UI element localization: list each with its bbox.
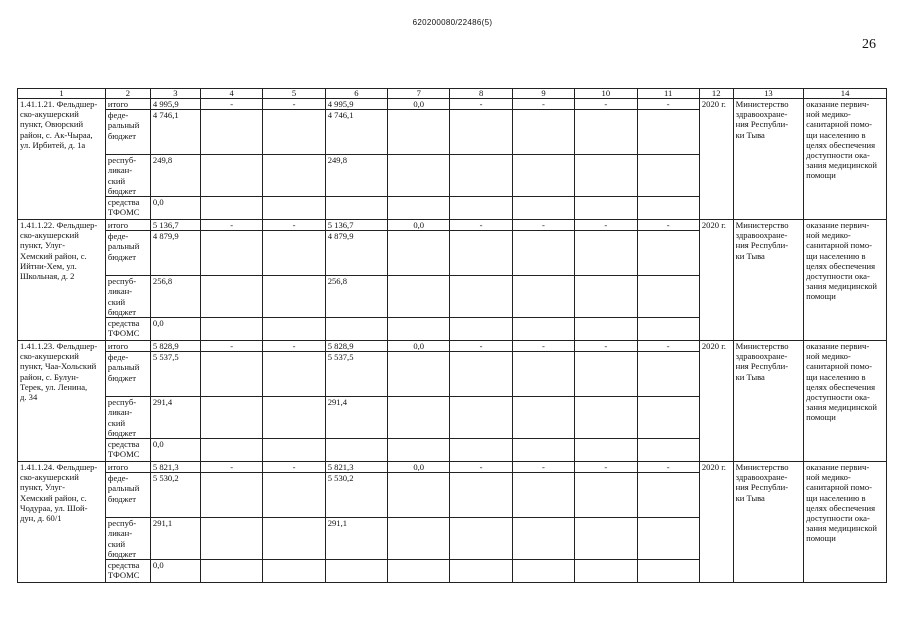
value-cell-c9: -: [512, 99, 574, 110]
funding-source-cell: итого: [105, 220, 150, 231]
column-header: 7: [388, 89, 450, 99]
value-cell-c5: [263, 197, 325, 220]
table-row: [18, 99, 887, 110]
value-cell-c7: [388, 231, 450, 276]
value-cell-c10: [575, 155, 637, 197]
value-cell-c4: -: [200, 341, 262, 352]
value-cell-c10: [575, 397, 637, 439]
value-cell-c11: [637, 197, 699, 220]
value-cell-c9: -: [512, 341, 574, 352]
value-cell-c11: -: [637, 99, 699, 110]
value-cell-c9: [512, 352, 574, 397]
funding-source-cell: средства ТФОМС: [105, 197, 150, 220]
funding-source-cell: итого: [105, 99, 150, 110]
value-cell-c9: [512, 560, 574, 583]
column-header: 10: [575, 89, 637, 99]
value-cell-c3: 291,4: [150, 397, 200, 439]
value-cell-c7: [388, 560, 450, 583]
value-cell-c7: [388, 155, 450, 197]
value-cell-c8: [450, 518, 512, 560]
facility-name-cell: 1.41.1.22. Фельдшер- ско-акушерский пункт, Улуг- Хемский район, с. Ийтни-Хем, ул. Школьная, д. 2: [18, 220, 106, 341]
value-cell-c8: -: [450, 99, 512, 110]
value-cell-c6: 256,8: [325, 276, 387, 318]
ministry-cell: Министерство здравоохране- ния Республи- ки Тыва: [733, 99, 804, 220]
value-cell-c5: [263, 397, 325, 439]
funding-source-cell: итого: [105, 341, 150, 352]
value-cell-c5: [263, 318, 325, 341]
value-cell-c4: [200, 397, 262, 439]
value-cell-c4: -: [200, 462, 262, 473]
value-cell-c9: [512, 439, 574, 462]
value-cell-c5: [263, 439, 325, 462]
purpose-cell: оказание первич- ной медико- санитарной помо- щи населению в целях обеспечения доступности ока- зания медицинской помощи: [804, 341, 887, 462]
funding-source-cell: респуб- ликан- ский бюджет: [105, 276, 150, 318]
funding-source-cell: феде- ральный бюджет: [105, 231, 150, 276]
value-cell-c3: 249,8: [150, 155, 200, 197]
value-cell-c4: [200, 155, 262, 197]
funding-source-cell: итого: [105, 462, 150, 473]
value-cell-c9: [512, 397, 574, 439]
value-cell-c5: -: [263, 341, 325, 352]
value-cell-c10: -: [575, 462, 637, 473]
value-cell-c9: [512, 231, 574, 276]
ministry-cell: Министерство здравоохране- ния Республи- ки Тыва: [733, 462, 804, 583]
value-cell-c7: [388, 110, 450, 155]
value-cell-c10: [575, 560, 637, 583]
value-cell-c4: [200, 231, 262, 276]
value-cell-c4: [200, 518, 262, 560]
purpose-cell: оказание первич- ной медико- санитарной помо- щи населению в целях обеспечения доступности ока- зания медицинской помощи: [804, 99, 887, 220]
value-cell-c11: [637, 518, 699, 560]
value-cell-c6: [325, 197, 387, 220]
value-cell-c3: 0,0: [150, 439, 200, 462]
value-cell-c4: -: [200, 220, 262, 231]
value-cell-c4: [200, 473, 262, 518]
value-cell-c6: [325, 439, 387, 462]
value-cell-c6: 4 995,9: [325, 99, 387, 110]
value-cell-c8: [450, 110, 512, 155]
value-cell-c10: [575, 518, 637, 560]
value-cell-c7: 0,0: [388, 341, 450, 352]
document-id: 620200080/22486(5): [412, 18, 493, 27]
value-cell-c5: [263, 560, 325, 583]
column-header: 5: [263, 89, 325, 99]
value-cell-c11: [637, 231, 699, 276]
year-cell: 2020 г.: [699, 341, 733, 462]
facility-name-cell: 1.41.1.24. Фельдшер- ско-акушерский пункт, Улуг- Хемский район, с. Чодураа, ул. Шой- дун, д. 60/1: [18, 462, 106, 583]
ministry-cell: Министерство здравоохране- ния Республи- ки Тыва: [733, 341, 804, 462]
value-cell-c6: 5 537,5: [325, 352, 387, 397]
value-cell-c3: 0,0: [150, 560, 200, 583]
value-cell-c11: [637, 560, 699, 583]
value-cell-c11: -: [637, 462, 699, 473]
value-cell-c8: -: [450, 220, 512, 231]
funding-source-cell: респуб- ликан- ский бюджет: [105, 397, 150, 439]
funding-source-cell: средства ТФОМС: [105, 318, 150, 341]
ministry-cell: Министерство здравоохране- ния Республи- ки Тыва: [733, 220, 804, 341]
facility-name-cell: 1.41.1.23. Фельдшер- ско-акушерский пункт, Чаа-Хольский район, с. Булун- Терек, ул. Ленина, д. 34: [18, 341, 106, 462]
purpose-cell: оказание первич- ной медико- санитарной помо- щи населению в целях обеспечения доступности ока- зания медицинской помощи: [804, 462, 887, 583]
column-header: 9: [512, 89, 574, 99]
value-cell-c4: [200, 197, 262, 220]
year-cell: 2020 г.: [699, 220, 733, 341]
value-cell-c9: [512, 110, 574, 155]
value-cell-c3: 256,8: [150, 276, 200, 318]
value-cell-c6: 249,8: [325, 155, 387, 197]
value-cell-c4: [200, 560, 262, 583]
value-cell-c7: [388, 197, 450, 220]
value-cell-c8: [450, 197, 512, 220]
funding-source-cell: средства ТФОМС: [105, 439, 150, 462]
value-cell-c5: [263, 231, 325, 276]
value-cell-c6: 5 828,9: [325, 341, 387, 352]
value-cell-c5: [263, 155, 325, 197]
value-cell-c11: -: [637, 220, 699, 231]
column-header: 13: [733, 89, 804, 99]
column-header: 14: [804, 89, 887, 99]
value-cell-c3: 5 821,3: [150, 462, 200, 473]
value-cell-c11: [637, 352, 699, 397]
value-cell-c10: [575, 473, 637, 518]
value-cell-c5: -: [263, 99, 325, 110]
value-cell-c3: 5 136,7: [150, 220, 200, 231]
value-cell-c8: [450, 560, 512, 583]
value-cell-c11: [637, 318, 699, 341]
value-cell-c11: [637, 110, 699, 155]
table-row: [18, 341, 887, 352]
value-cell-c6: [325, 318, 387, 341]
value-cell-c6: 4 746,1: [325, 110, 387, 155]
year-cell: 2020 г.: [699, 462, 733, 583]
value-cell-c8: [450, 439, 512, 462]
value-cell-c10: [575, 439, 637, 462]
column-header: 8: [450, 89, 512, 99]
value-cell-c4: [200, 318, 262, 341]
value-cell-c5: -: [263, 220, 325, 231]
value-cell-c10: -: [575, 341, 637, 352]
value-cell-c6: 4 879,9: [325, 231, 387, 276]
value-cell-c10: [575, 276, 637, 318]
column-header: 11: [637, 89, 699, 99]
value-cell-c4: [200, 110, 262, 155]
value-cell-c10: -: [575, 99, 637, 110]
value-cell-c7: [388, 518, 450, 560]
value-cell-c7: [388, 352, 450, 397]
column-header: 6: [325, 89, 387, 99]
value-cell-c7: [388, 397, 450, 439]
value-cell-c3: 4 746,1: [150, 110, 200, 155]
value-cell-c6: 5 136,7: [325, 220, 387, 231]
value-cell-c6: 291,1: [325, 518, 387, 560]
value-cell-c7: [388, 276, 450, 318]
facility-name-cell: 1.41.1.21. Фельдшер- ско-акушерский пункт, Овюрский район, с. Ак-Чыраа, ул. Ирбитей, д. 1а: [18, 99, 106, 220]
value-cell-c6: [325, 560, 387, 583]
value-cell-c8: -: [450, 341, 512, 352]
value-cell-c9: [512, 518, 574, 560]
table-row: [18, 220, 887, 231]
value-cell-c5: [263, 473, 325, 518]
value-cell-c11: -: [637, 341, 699, 352]
value-cell-c11: [637, 439, 699, 462]
value-cell-c11: [637, 473, 699, 518]
value-cell-c3: 0,0: [150, 318, 200, 341]
value-cell-c9: -: [512, 220, 574, 231]
value-cell-c3: 4 879,9: [150, 231, 200, 276]
value-cell-c9: -: [512, 462, 574, 473]
funding-source-cell: респуб- ликан- ский бюджет: [105, 155, 150, 197]
column-header: 4: [200, 89, 262, 99]
column-header: 3: [150, 89, 200, 99]
funding-source-cell: феде- ральный бюджет: [105, 473, 150, 518]
value-cell-c3: 4 995,9: [150, 99, 200, 110]
value-cell-c8: -: [450, 462, 512, 473]
page-number: 26: [862, 37, 876, 52]
funding-source-cell: респуб- ликан- ский бюджет: [105, 518, 150, 560]
value-cell-c8: [450, 231, 512, 276]
column-header: 1: [18, 89, 106, 99]
value-cell-c8: [450, 352, 512, 397]
value-cell-c11: [637, 155, 699, 197]
value-cell-c7: 0,0: [388, 220, 450, 231]
value-cell-c10: -: [575, 220, 637, 231]
value-cell-c11: [637, 397, 699, 439]
value-cell-c10: [575, 231, 637, 276]
value-cell-c3: 291,1: [150, 518, 200, 560]
value-cell-c6: 5 821,3: [325, 462, 387, 473]
year-cell: 2020 г.: [699, 99, 733, 220]
value-cell-c6: 5 530,2: [325, 473, 387, 518]
purpose-cell: оказание первич- ной медико- санитарной помо- щи населению в целях обеспечения доступности ока- зания медицинской помощи: [804, 220, 887, 341]
value-cell-c5: [263, 276, 325, 318]
value-cell-c9: [512, 473, 574, 518]
table-row: [18, 462, 887, 473]
value-cell-c10: [575, 318, 637, 341]
value-cell-c4: [200, 276, 262, 318]
value-cell-c7: [388, 439, 450, 462]
value-cell-c5: -: [263, 462, 325, 473]
budget-table: [17, 88, 887, 583]
value-cell-c4: [200, 439, 262, 462]
value-cell-c3: 5 530,2: [150, 473, 200, 518]
column-header: 12: [699, 89, 733, 99]
value-cell-c10: [575, 352, 637, 397]
value-cell-c10: [575, 197, 637, 220]
value-cell-c7: 0,0: [388, 99, 450, 110]
value-cell-c5: [263, 110, 325, 155]
value-cell-c9: [512, 197, 574, 220]
value-cell-c9: [512, 155, 574, 197]
column-header: 2: [105, 89, 150, 99]
column-header-row: [18, 89, 887, 99]
value-cell-c6: 291,4: [325, 397, 387, 439]
value-cell-c11: [637, 276, 699, 318]
value-cell-c3: 5 537,5: [150, 352, 200, 397]
value-cell-c9: [512, 276, 574, 318]
value-cell-c8: [450, 155, 512, 197]
value-cell-c10: [575, 110, 637, 155]
value-cell-c5: [263, 352, 325, 397]
value-cell-c3: 5 828,9: [150, 341, 200, 352]
value-cell-c7: [388, 318, 450, 341]
value-cell-c4: -: [200, 99, 262, 110]
funding-source-cell: феде- ральный бюджет: [105, 352, 150, 397]
funding-source-cell: средства ТФОМС: [105, 560, 150, 583]
value-cell-c8: [450, 318, 512, 341]
value-cell-c5: [263, 518, 325, 560]
value-cell-c7: [388, 473, 450, 518]
value-cell-c8: [450, 276, 512, 318]
value-cell-c3: 0,0: [150, 197, 200, 220]
value-cell-c9: [512, 318, 574, 341]
value-cell-c8: [450, 473, 512, 518]
funding-source-cell: феде- ральный бюджет: [105, 110, 150, 155]
value-cell-c4: [200, 352, 262, 397]
value-cell-c8: [450, 397, 512, 439]
value-cell-c7: 0,0: [388, 462, 450, 473]
